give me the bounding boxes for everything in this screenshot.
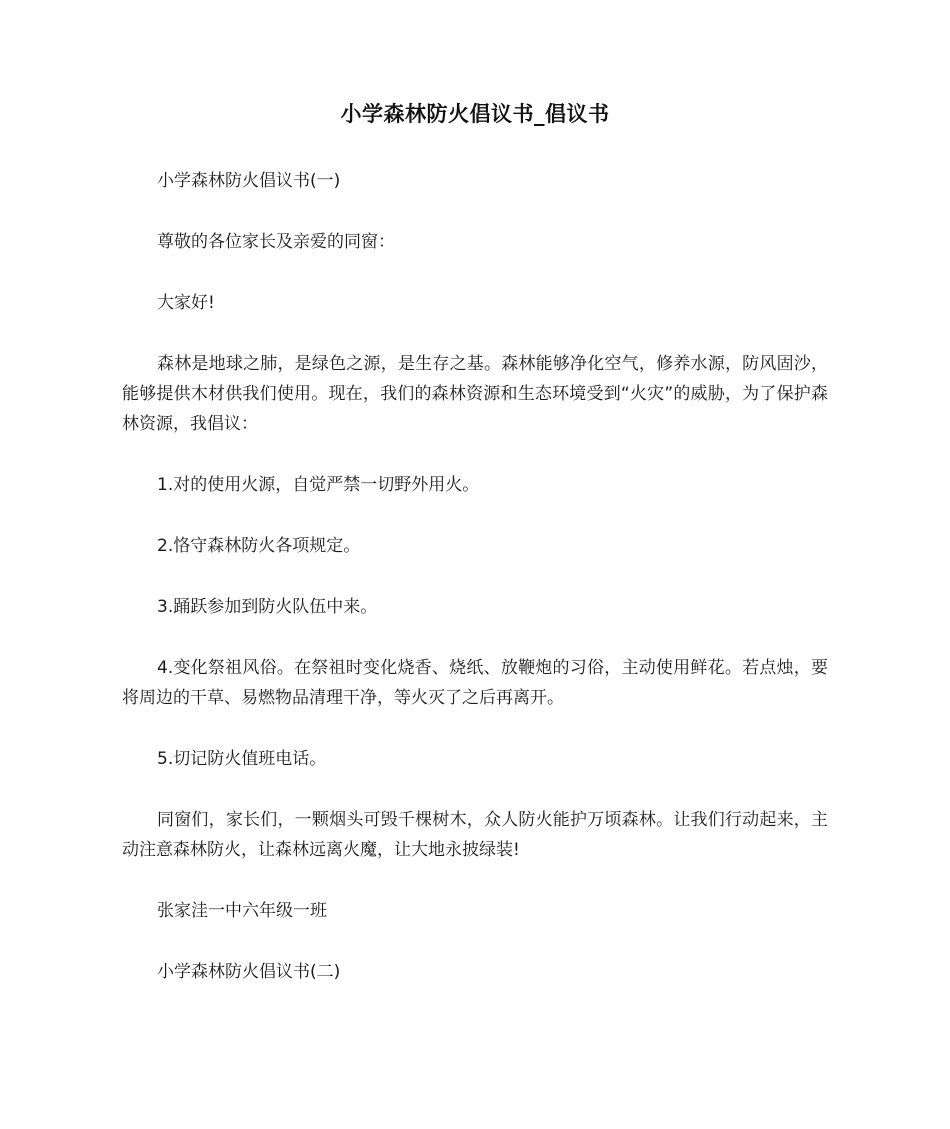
closing-paragraph: 同窗们，家长们，一颗烟头可毁千棵树木，众人防火能护万顷森林。让我们行动起来，主动注意森林防火，让森林远离火魔，让大地永披绿装!: [122, 810, 828, 860]
proposal-item-3: 3.踊跃参加到防火队伍中来。: [157, 597, 378, 617]
proposal-item-4: 4.变化祭祖风俗。在祭祖时变化烧香、烧纸、放鞭炮的习俗，主动使用鲜花。若点烛，要将周边的干草、易燃物品清理干净，等火灭了之后再离开。: [122, 658, 828, 708]
document-title: 小学森林防火倡议书_倡议书: [340, 102, 610, 126]
signature: 张家洼一中六年级一班: [157, 901, 327, 921]
proposal-item-2: 2.恪守森林防火各项规定。: [157, 536, 361, 556]
salutation: 尊敬的各位家长及亲爱的同窗：: [157, 232, 395, 252]
section-heading-one: 小学森林防火倡议书(一): [157, 171, 341, 191]
greeting: 大家好!: [157, 293, 215, 313]
intro-paragraph: 森林是地球之肺，是绿色之源，是生存之基。森林能够净化空气，修养水源，防风固沙，能够提供木材供我们使用。现在，我们的森林资源和生态环境受到“火灾”的威胁，为了保护森林资源，我倡议：: [122, 354, 828, 434]
proposal-item-1: 1.对的使用火源，自觉严禁一切野外用火。: [157, 475, 480, 495]
section-heading-two: 小学森林防火倡议书(二): [157, 962, 341, 982]
proposal-item-5: 5.切记防火值班电话。: [157, 749, 327, 769]
